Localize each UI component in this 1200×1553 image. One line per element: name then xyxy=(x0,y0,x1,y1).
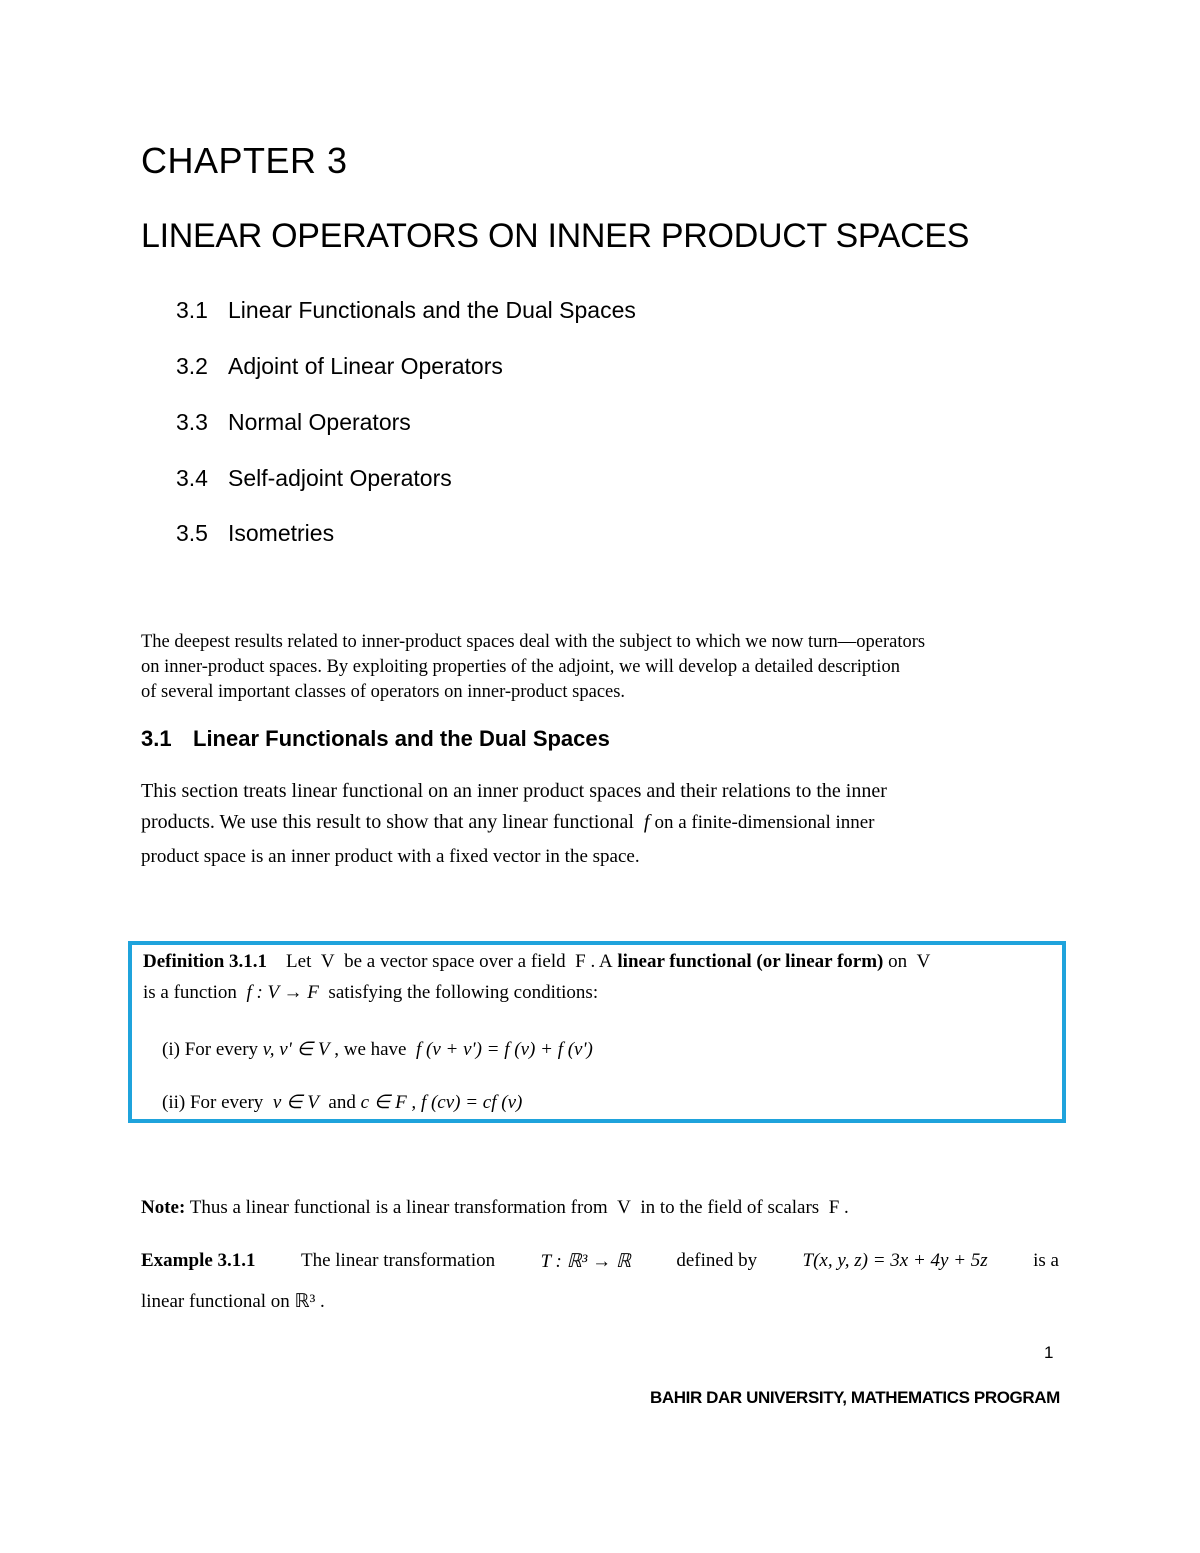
def-text: . A xyxy=(590,951,613,972)
toc-title: Normal Operators xyxy=(228,409,411,435)
intro-line: The deepest results related to inner-product spaces deal with the subject to which we now turn—operators xyxy=(141,632,926,652)
example-line-1 xyxy=(141,1250,1059,1273)
toc-item xyxy=(176,353,503,380)
section-line xyxy=(141,811,875,834)
intro-line: on inner-product spaces. By exploiting properties of the adjoint, we will develop a detailed description xyxy=(141,657,900,677)
definition-label: Definition 3.1.1 xyxy=(143,951,268,972)
def-text: Let xyxy=(286,951,312,972)
cond-equation: f (cv) = cf (v) xyxy=(420,1092,523,1113)
toc-number: 3.3 xyxy=(176,409,208,435)
condition-2 xyxy=(162,1091,522,1114)
section-title: Linear Functionals and the Dual Spaces xyxy=(193,726,610,751)
example-label: Example 3.1.1 xyxy=(141,1250,256,1271)
cond-label: (i) xyxy=(162,1039,180,1060)
toc-item xyxy=(176,520,334,547)
note-text: Thus a linear functional is a linear transformation from xyxy=(189,1197,608,1218)
toc-number: 3.4 xyxy=(176,465,208,491)
example-text: defined by xyxy=(676,1250,758,1271)
def-text: be a vector space over a field xyxy=(344,951,566,972)
note-symbol: V xyxy=(617,1197,631,1218)
example-line-2 xyxy=(141,1290,325,1313)
example-space: ℝ³ xyxy=(294,1291,316,1312)
note-symbol: F xyxy=(828,1197,840,1218)
def-text: , we have xyxy=(334,1039,407,1060)
chapter-title: LINEAR OPERATORS ON INNER PRODUCT SPACES xyxy=(141,217,970,255)
def-map: f : V → F xyxy=(246,982,319,1003)
definition-box xyxy=(128,941,1066,1123)
page-number: 1 xyxy=(1044,1343,1054,1362)
toc-title: Self-adjoint Operators xyxy=(228,465,452,491)
intro-line: of several important classes of operators on inner-product spaces. xyxy=(141,682,626,702)
condition-1 xyxy=(162,1038,593,1061)
definition-term: linear functional (or linear form) xyxy=(617,951,884,972)
note-text: . xyxy=(844,1197,849,1218)
toc-title: Linear Functionals and the Dual Spaces xyxy=(228,297,636,323)
f-symbol: f xyxy=(643,811,650,833)
example-text: The linear transformation xyxy=(300,1250,496,1271)
cond-equation: f (v + v') = f (v) + f (v') xyxy=(416,1039,593,1060)
example-equation: T(x, y, z) = 3x + 4y + 5z xyxy=(802,1250,988,1271)
def-text: on xyxy=(888,951,908,972)
page-footer: BAHIR DAR UNIVERSITY, MATHEMATICS PROGRAM xyxy=(650,1388,1060,1407)
section-line: product space is an inner product with a fixed vector in the space. xyxy=(141,846,640,867)
toc-title: Adjoint of Linear Operators xyxy=(228,353,503,379)
section-line: This section treats linear functional on an inner product spaces and their relations to the inner xyxy=(141,780,887,802)
cond-vars: v ∈ V xyxy=(272,1092,319,1113)
note xyxy=(141,1197,849,1219)
def-text: satisfying the following conditions: xyxy=(328,982,599,1003)
def-symbol: V xyxy=(916,951,931,972)
definition-line-1 xyxy=(143,951,930,973)
chapter-label: CHAPTER 3 xyxy=(141,140,348,181)
definition-line-2 xyxy=(143,982,598,1004)
toc-number: 3.2 xyxy=(176,353,208,379)
toc-title: Isometries xyxy=(228,520,335,546)
cond-vars: c ∈ F , xyxy=(360,1092,417,1113)
section-number: 3.1 xyxy=(141,726,172,751)
def-text: is a function xyxy=(143,982,237,1003)
note-label: Note: xyxy=(141,1197,186,1218)
toc-number: 3.5 xyxy=(176,520,208,546)
example-map: T : ℝ³ → ℝ xyxy=(540,1251,631,1272)
section-heading xyxy=(141,726,610,752)
toc-item xyxy=(176,465,452,492)
cond-vars: v, v' ∈ V xyxy=(262,1039,330,1060)
def-text: For every xyxy=(189,1092,264,1113)
toc-number: 3.1 xyxy=(176,297,208,323)
cond-label: (ii) xyxy=(162,1092,186,1113)
def-text: and xyxy=(328,1092,356,1113)
example-text: linear functional on xyxy=(141,1291,290,1312)
section-line-text: on a finite-dimensional inner xyxy=(654,812,875,833)
def-text: For every xyxy=(184,1039,259,1060)
example-text: . xyxy=(320,1291,325,1312)
def-symbol: F xyxy=(575,951,586,972)
section-line-text: products. We use this result to show that any linear functional xyxy=(141,811,634,833)
def-symbol: V xyxy=(320,951,335,972)
example-text: is a xyxy=(1033,1250,1059,1271)
toc-item xyxy=(176,297,636,324)
note-text: in to the field of scalars xyxy=(640,1197,820,1218)
toc-item xyxy=(176,409,411,436)
